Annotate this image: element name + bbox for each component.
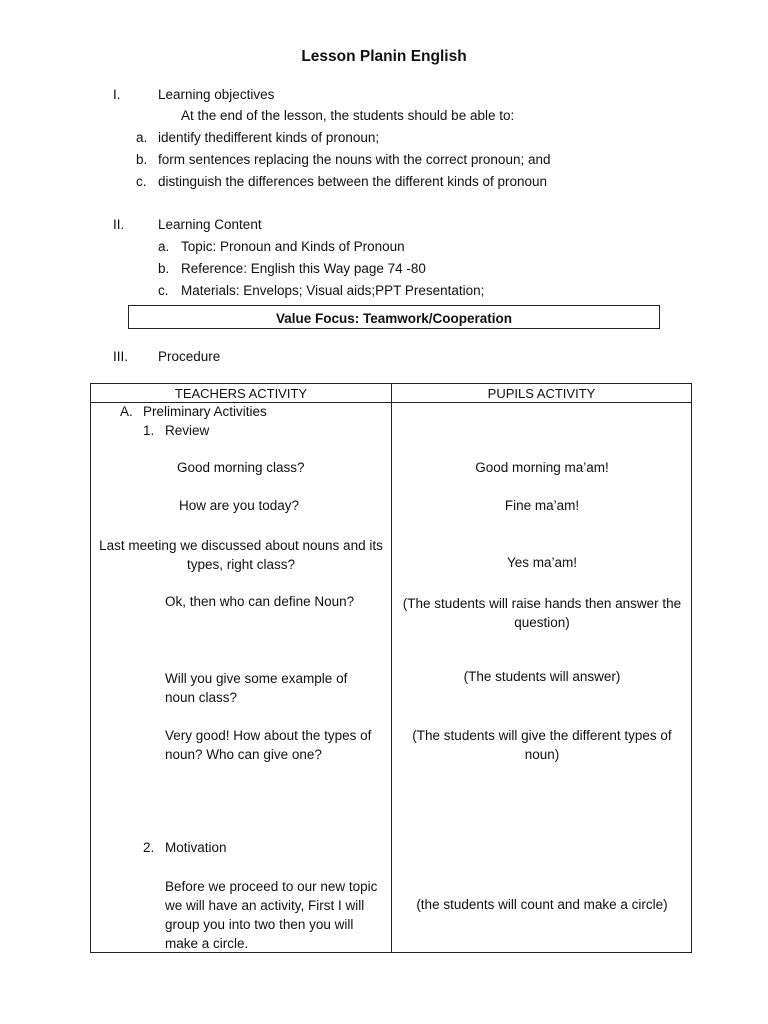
pupil-activity-cell [392,403,692,953]
value-focus-box: Value Focus: Teamwork/Cooperation [128,305,660,329]
pupil-line: Yes ma’am! [506,555,578,570]
preliminary-heading: Preliminary Activities [143,404,267,419]
pupil-line: (the students will count and make a circle) [416,897,668,912]
list-letter: b. [136,152,148,167]
list-item: Topic: Pronoun and Kinds of Pronoun [181,239,405,254]
teacher-line: Before we proceed to our new topic we will have an activity, First I will group you into two then you will make a circle. [165,879,378,951]
teacher-line: Very good! How about the types of noun? Who can give one? [165,728,372,762]
page-title: Lesson Planin English [301,48,467,65]
section-numeral: I. [113,87,121,102]
section-heading: Learning Content [158,217,262,232]
list-item: distinguish the differences between the different kinds of pronoun [158,174,548,189]
list-item: form sentences replacing the nouns with the correct pronoun; and [158,152,551,167]
review-heading: Review [165,423,210,438]
section-heading: Procedure [158,349,221,364]
teacher-line: Will you give some example of noun class? [165,671,348,705]
section-numeral: III. [113,349,129,364]
list-letter: A. [120,404,133,419]
teacher-line: Ok, then who can define Noun? [165,594,355,609]
column-header-teacher: TEACHERS ACTIVITY [91,384,392,403]
pupil-line: (The students will answer) [463,669,621,684]
objectives-intro: At the end of the lesson, the students should be able to: [181,108,515,123]
pupil-line: Good morning ma’am! [475,460,609,475]
list-item: identify thedifferent kinds of pronoun; [158,130,380,145]
teacher-line: Last meeting we discussed about nouns and its types, right class? [99,538,383,572]
list-number: 2. [143,840,155,855]
list-letter: a. [158,239,170,254]
list-item: Reference: English this Way page 74 -80 [181,261,426,276]
list-letter: c. [136,174,147,189]
list-number: 1. [143,423,155,438]
teacher-line: Good morning class? [177,460,305,475]
teacher-activity-cell [91,403,392,953]
section-heading: Learning objectives [158,87,275,102]
pupil-line: (The students will give the different types of noun) [412,728,672,762]
pupil-line: (The students will raise hands then answer the question) [402,596,682,630]
list-letter: b. [158,261,170,276]
list-item: Materials: Envelops; Visual aids;PPT Presentation; [181,283,485,298]
column-header-pupil: PUPILS ACTIVITY [392,384,692,403]
list-letter: a. [136,130,148,145]
list-letter: c. [158,283,169,298]
procedure-table [90,383,692,953]
motivation-heading: Motivation [165,840,227,855]
pupil-line: Fine ma’am! [504,498,580,513]
teacher-line: How are you today? [179,498,300,513]
section-numeral: II. [113,217,125,232]
